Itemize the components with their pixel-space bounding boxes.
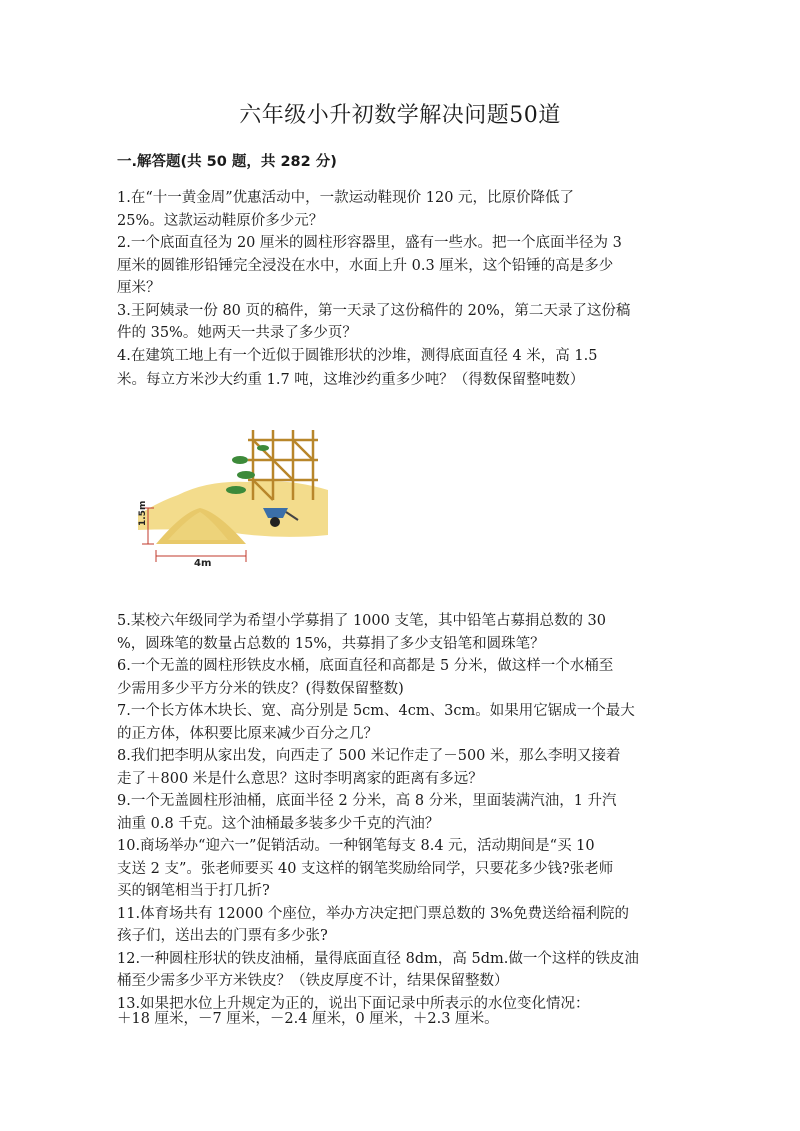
width-label: 4m xyxy=(194,558,212,569)
question-1: 1.在“十一黄金周”优惠活动中，一款运动鞋现价 120 元，比原价降低了 25%。这款运动鞋原价多少元？ xyxy=(117,190,575,229)
question-13: 13.如果把水位上升规定为正的，说出下面记录中所表示的水位变化情况： xyxy=(117,995,590,1012)
document-title: 六年级小升初数学解决问题50道 xyxy=(239,103,561,128)
question-11: 11.体育场共有 12000 个座位，举办方决定把门票总数的 3%免费送给福利院的 孩子们，送出去的门票有多少张? xyxy=(117,905,630,944)
question-block-2 xyxy=(117,610,683,1015)
question-block-1 xyxy=(117,187,683,367)
height-label: 1.5m xyxy=(138,500,148,526)
question-3: 3.王阿姨录一份 80 页的稿件，第一天录了这份稿件的 20%，第二天录了这份稿 件的 35%。她两天一共录了多少页？ xyxy=(117,302,631,341)
question-7: 7.一个长方体木块长、宽、高分别是 5cm、4cm、3cm。如果用它锯成一个最大 的正方体，体积要比原来减少百分之几？ xyxy=(117,703,635,742)
question-4-continued: 米。每立方米沙大约重 1.7 吨，这堆沙约重多少吨？（得数保留整吨数） xyxy=(117,372,585,388)
question-4: 4.在建筑工地上有一个近似于圆锥形状的沙堆，测得底面直径 4 米，高 1.5 xyxy=(117,347,598,364)
question-6: 6.一个无盖的圆柱形铁皮水桶，底面直径和高都是 5 分米，做这样一个水桶至 少需用多少平方分米的铁皮？(得数保留整数) xyxy=(117,658,614,697)
question-2: 2.一个底面直径为 20 厘米的圆柱形容器里，盛有一些水。把一个底面半径为 3 厘米的圆锥形铅锤完全浸没在水中，水面上升 0.3 厘米，这个铅锤的高是多少 厘米？ xyxy=(117,235,622,296)
question-12: 12.一种圆柱形状的铁皮油桶，量得底面直径 8dm，高 5dm.做一个这样的铁皮油 桶至少需多少平方米铁皮？（铁皮厚度不计，结果保留整数） xyxy=(117,950,639,989)
question-5: 5.某校六年级同学为希望小学募捐了 1000 支笔，其中铅笔占募捐总数的 30 %，圆珠笔的数量占总数的 15%，共募捐了多少支铅笔和圆珠笔？ xyxy=(117,613,607,652)
question-10: 10.商场举办“迎六一”促销活动。一种钢笔每支 8.4 元，活动期间是“买 10 支送 2 支”。张老师要买 40 支这样的钢笔奖励给同学，只要花多少钱?张老师 买的钢笔相当于打几折? xyxy=(117,838,614,899)
section-heading: 一.解答题(共 50 题，共 282 分) xyxy=(117,154,337,170)
question-8: 8.我们把李明从家出发，向西走了 500 米记作走了－500 米，那么李明又接着 走了＋800 米是什么意思？这时李明离家的距离有多远？ xyxy=(117,748,621,787)
sand-pile-figure xyxy=(128,420,328,580)
question-9: 9.一个无盖圆柱形油桶，底面半径 2 分米，高 8 分米，里面装满汽油，1 升汽 油重 0.8 千克。这个油桶最多装多少千克的汽油？ xyxy=(117,793,617,832)
question-13-continued: ＋18 厘米，－7 厘米，－2.4 厘米，0 厘米，＋2.3 厘米。 xyxy=(117,1011,499,1027)
